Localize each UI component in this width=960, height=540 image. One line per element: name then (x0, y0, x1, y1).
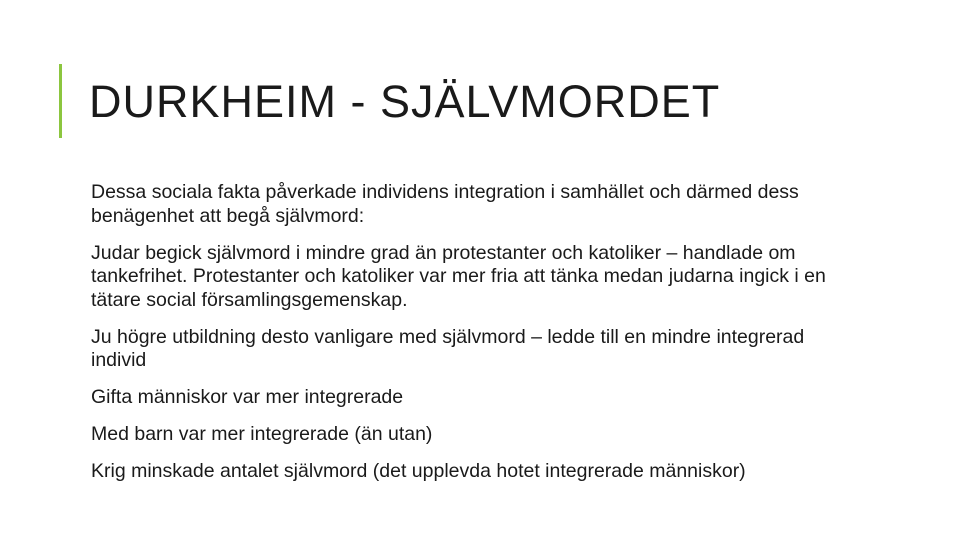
paragraph-krig: Krig minskade antalet självmord (det upplevda hotet integrerade människor) (91, 460, 746, 482)
paragraph-utbildning: Ju högre utbildning desto vanligare med självmord – ledde till en mindre integrerad individ (91, 325, 805, 371)
paragraph-gifta: Gifta människor var mer integrerade (91, 386, 404, 408)
content-list (91, 181, 851, 497)
title-accent-bar (59, 64, 62, 138)
paragraph-barn: Med barn var mer integrerade (än utan) (91, 423, 433, 445)
paragraph-judar: Judar begick självmord i mindre grad än protestanter och katoliker – handlade om tankefrihet. Protestanter och katoliker var mer fria att tänka medan judarna ingick i en tätare social församlingsgemenskap. (91, 241, 826, 311)
slide-title: DURKHEIM - SJÄLVMORDET (89, 76, 721, 127)
paragraph-integration: Dessa sociala fakta påverkade individens integration i samhället och därmed dess benägenhet att begå självmord: (91, 181, 799, 227)
